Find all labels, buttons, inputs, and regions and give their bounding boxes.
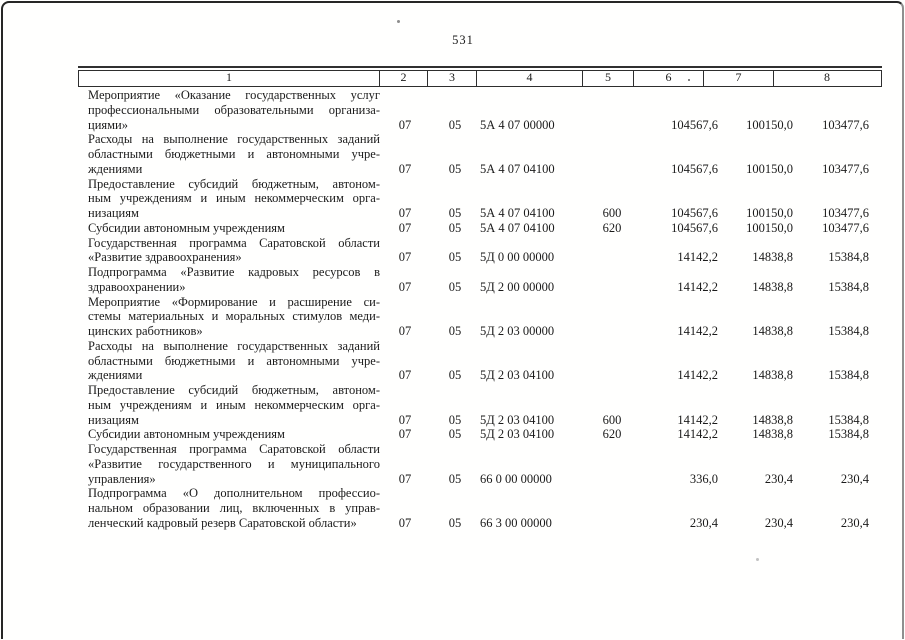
cell-expense-type bbox=[590, 442, 634, 486]
label-line: управления» bbox=[88, 471, 156, 486]
cell-expense-type bbox=[590, 236, 634, 266]
cell-expense-type: 600 bbox=[602, 412, 622, 427]
label-line: областными бюджетными и автономными учре- bbox=[88, 147, 380, 161]
cell-razdel: 07 bbox=[398, 471, 412, 486]
row-label-cell bbox=[88, 383, 380, 427]
cell-amount-col6: 14142,2 bbox=[677, 250, 718, 265]
table-row bbox=[88, 486, 869, 530]
cell-target-article: 5А 4 07 04100 bbox=[480, 161, 555, 176]
cell-razdel: 07 bbox=[398, 324, 412, 338]
cell-amount-col7: 100150,0 bbox=[746, 117, 793, 132]
cell-razdel: 07 bbox=[398, 515, 412, 530]
table-row bbox=[88, 265, 869, 295]
table-row bbox=[88, 177, 869, 221]
cell-amount-col8: 15384,8 bbox=[828, 279, 869, 294]
cell-amount-col7: 100150,0 bbox=[746, 220, 793, 235]
cell-podrazdel: 05 bbox=[448, 324, 462, 338]
cell-amount-col7: 14838,8 bbox=[752, 250, 793, 265]
label-line: ленческий кадровый резерв Саратовской области» bbox=[88, 515, 357, 530]
row-label-cell bbox=[88, 339, 380, 383]
cell-amount-col6: 14142,2 bbox=[677, 368, 718, 383]
cell-amount-col6: 14142,2 bbox=[677, 427, 718, 442]
label-line: Расходы на выполнение государственных заданий bbox=[88, 132, 380, 147]
scan-artifact-dot bbox=[756, 558, 759, 561]
cell-expense-type: 620 bbox=[602, 427, 622, 442]
cell-expense-type bbox=[590, 339, 634, 383]
cell-expense-type bbox=[590, 295, 634, 339]
cell-razdel: 07 bbox=[398, 279, 412, 294]
cell-podrazdel: 05 bbox=[448, 117, 462, 132]
column-header-1: 1 bbox=[79, 71, 380, 86]
cell-razdel: 07 bbox=[398, 117, 412, 132]
cell-target-article: 5А 4 07 04100 bbox=[480, 220, 555, 235]
cell-target-article: 5Д 2 03 04100 bbox=[480, 412, 555, 427]
cell-amount-col6: 14142,2 bbox=[677, 412, 718, 427]
label-line: Субсидии автономным учреждениям bbox=[88, 220, 285, 235]
label-line: стемы материальных и моральных стимулов меди- bbox=[88, 309, 380, 324]
label-line: профессиональными образовательными организа- bbox=[88, 102, 380, 117]
scan-artifact-dot bbox=[397, 20, 400, 23]
label-line: низациям bbox=[88, 412, 139, 427]
label-line: циями» bbox=[88, 117, 128, 132]
table-row bbox=[88, 339, 869, 383]
table-row bbox=[88, 383, 869, 427]
cell-amount-col8: 15384,8 bbox=[828, 368, 869, 383]
budget-table bbox=[88, 88, 869, 531]
cell-target-article: 5А 4 07 04100 bbox=[480, 206, 555, 220]
cell-podrazdel: 05 bbox=[448, 161, 462, 176]
row-label-cell bbox=[88, 442, 380, 486]
label-line: ным учреждениям и иным некоммерческим орга- bbox=[88, 191, 380, 206]
cell-podrazdel: 05 bbox=[448, 427, 462, 442]
table-row bbox=[88, 88, 869, 132]
label-line: «Развитие здравоохранения» bbox=[88, 250, 242, 265]
cell-amount-col8: 15384,8 bbox=[828, 250, 869, 265]
cell-amount-col6: 104567,6 bbox=[671, 117, 718, 132]
cell-amount-col7: 14838,8 bbox=[752, 427, 793, 442]
cell-amount-col8: 103477,6 bbox=[822, 161, 869, 176]
cell-target-article: 5Д 2 03 04100 bbox=[480, 427, 555, 442]
label-line: Государственная программа Саратовской области bbox=[88, 442, 380, 456]
cell-amount-col6: 14142,2 bbox=[677, 324, 718, 338]
column-header-8: 8 bbox=[824, 71, 830, 84]
label-line: Мероприятие «Оказание государственных услуг bbox=[88, 88, 380, 102]
row-label-cell bbox=[88, 486, 380, 530]
cell-amount-col8: 230,4 bbox=[840, 515, 869, 530]
cell-amount-col7: 100150,0 bbox=[746, 161, 793, 176]
label-line: Государственная программа Саратовской области bbox=[88, 235, 380, 250]
label-line: низациям bbox=[88, 206, 139, 220]
cell-razdel: 07 bbox=[398, 161, 412, 176]
cell-expense-type bbox=[590, 265, 634, 295]
cell-target-article: 5А 4 07 00000 bbox=[480, 117, 555, 132]
row-label-cell bbox=[88, 236, 380, 266]
cell-razdel: 07 bbox=[398, 220, 412, 235]
row-label-cell bbox=[88, 88, 380, 132]
cell-expense-type: 620 bbox=[602, 220, 622, 235]
cell-razdel: 07 bbox=[398, 368, 412, 383]
label-line: областными бюджетными и автономными учре- bbox=[88, 353, 380, 368]
label-line: цинских работников» bbox=[88, 324, 203, 338]
column-header-2: 2 bbox=[380, 71, 428, 86]
cell-expense-type: 600 bbox=[602, 206, 622, 220]
table-row bbox=[88, 221, 869, 236]
table-row bbox=[88, 442, 869, 486]
cell-podrazdel: 05 bbox=[448, 471, 462, 486]
label-line: Расходы на выполнение государственных заданий bbox=[88, 338, 380, 353]
column-header-6: 6 bbox=[634, 71, 704, 86]
label-line: «Развитие государственного и муниципального bbox=[88, 456, 380, 471]
cell-target-article: 5Д 2 03 04100 bbox=[480, 368, 555, 383]
cell-amount-col8: 15384,8 bbox=[828, 324, 869, 338]
cell-podrazdel: 05 bbox=[448, 220, 462, 235]
cell-amount-col6: 14142,2 bbox=[677, 279, 718, 294]
row-label-cell bbox=[88, 221, 380, 236]
cell-amount-col6: 230,4 bbox=[689, 515, 718, 530]
label-line: ждениями bbox=[88, 161, 143, 176]
cell-target-article: 5Д 2 00 00000 bbox=[480, 279, 555, 294]
table-row bbox=[88, 236, 869, 266]
cell-amount-col8: 15384,8 bbox=[828, 427, 869, 442]
cell-target-article: 5Д 0 00 00000 bbox=[480, 250, 555, 265]
cell-razdel: 07 bbox=[398, 412, 412, 427]
cell-amount-col8: 103477,6 bbox=[822, 206, 869, 220]
cell-amount-col7: 230,4 bbox=[764, 471, 793, 486]
cell-amount-col8: 103477,6 bbox=[822, 220, 869, 235]
label-line: ным учреждениям и иным некоммерческим орга- bbox=[88, 397, 380, 412]
cell-razdel: 07 bbox=[398, 250, 412, 265]
label-line: Мероприятие «Формирование и расширение си- bbox=[88, 294, 380, 309]
cell-podrazdel: 05 bbox=[448, 515, 462, 530]
label-line: Предоставление субсидий бюджетным, автоном- bbox=[88, 176, 380, 191]
cell-amount-col7: 100150,0 bbox=[746, 206, 793, 220]
table-row bbox=[88, 427, 869, 442]
cell-razdel: 07 bbox=[398, 427, 412, 442]
budget-table-body bbox=[88, 88, 869, 531]
label-line: Субсидии автономным учреждениям bbox=[88, 427, 285, 442]
cell-amount-col6: 336,0 bbox=[689, 471, 718, 486]
table-row bbox=[88, 132, 869, 176]
label-line: Подпрограмма «Развитие кадровых ресурсов в bbox=[88, 265, 380, 279]
label-line: Предоставление субсидий бюджетным, автоном- bbox=[88, 383, 380, 397]
row-label-cell bbox=[88, 427, 380, 442]
cell-amount-col8: 15384,8 bbox=[828, 412, 869, 427]
cell-expense-type bbox=[590, 88, 634, 132]
cell-amount-col7: 230,4 bbox=[764, 515, 793, 530]
cell-amount-col7: 14838,8 bbox=[752, 368, 793, 383]
label-line: ждениями bbox=[88, 368, 143, 383]
cell-podrazdel: 05 bbox=[448, 279, 462, 294]
cell-amount-col8: 230,4 bbox=[840, 471, 869, 486]
row-label-cell bbox=[88, 295, 380, 339]
cell-podrazdel: 05 bbox=[448, 368, 462, 383]
cell-amount-col8: 103477,6 bbox=[822, 117, 869, 132]
row-label-cell bbox=[88, 177, 380, 221]
page-number: 531 bbox=[452, 33, 474, 47]
row-label-cell bbox=[88, 265, 380, 295]
cell-target-article: 66 0 00 00000 bbox=[480, 471, 552, 486]
cell-podrazdel: 05 bbox=[448, 412, 462, 427]
cell-amount-col7: 14838,8 bbox=[752, 324, 793, 338]
table-top-rule bbox=[78, 66, 882, 68]
cell-expense-type bbox=[590, 132, 634, 176]
cell-expense-type bbox=[590, 486, 634, 530]
label-line: нальном образовании лиц, включенных в управ- bbox=[88, 501, 380, 515]
cell-target-article: 5Д 2 03 00000 bbox=[480, 324, 555, 338]
cell-amount-col6: 104567,6 bbox=[671, 206, 718, 220]
column-header-4: 4 bbox=[477, 71, 583, 86]
column-header-5: 5 bbox=[583, 71, 634, 86]
cell-amount-col7: 14838,8 bbox=[752, 412, 793, 427]
column-header-3: 3 bbox=[428, 71, 477, 86]
cell-podrazdel: 05 bbox=[448, 250, 462, 265]
cell-amount-col7: 14838,8 bbox=[752, 279, 793, 294]
cell-amount-col6: 104567,6 bbox=[671, 220, 718, 235]
cell-razdel: 07 bbox=[398, 206, 412, 220]
table-header-row bbox=[78, 70, 882, 87]
row-label-cell bbox=[88, 132, 380, 176]
cell-podrazdel: 05 bbox=[448, 206, 462, 220]
table-row bbox=[88, 295, 869, 339]
label-line: Подпрограмма «О дополнительном профессио- bbox=[88, 486, 380, 501]
label-line: здравоохранении» bbox=[88, 279, 186, 294]
cell-amount-col6: 104567,6 bbox=[671, 161, 718, 176]
column-header-7: 7 bbox=[704, 71, 774, 86]
cell-target-article: 66 3 00 00000 bbox=[480, 515, 552, 530]
